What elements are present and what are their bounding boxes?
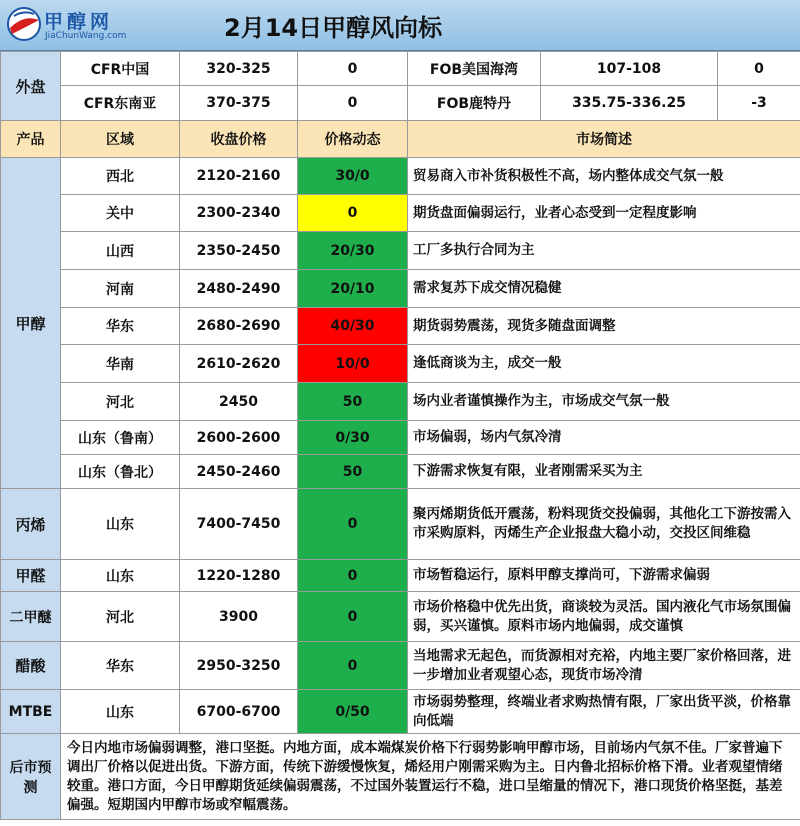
external-label: 外盘 bbox=[1, 52, 61, 121]
header-price: 收盘价格 bbox=[180, 121, 298, 158]
region-cell: 山东（鲁南） bbox=[61, 421, 180, 455]
change-cell: 20/30 bbox=[298, 232, 408, 270]
price-cell: 2480-2490 bbox=[180, 270, 298, 308]
price-cell: 2450-2460 bbox=[180, 455, 298, 489]
region-cell: 华东 bbox=[61, 642, 180, 690]
change-cell: 0 bbox=[298, 560, 408, 592]
external-left-change: 0 bbox=[298, 86, 408, 121]
region-cell: 河南 bbox=[61, 270, 180, 308]
site-logo[interactable] bbox=[4, 4, 154, 46]
forecast-row bbox=[1, 734, 800, 820]
summary-cell: 工厂多执行合同为主 bbox=[408, 232, 800, 270]
region-cell: 华东 bbox=[61, 308, 180, 345]
price-cell: 2610-2620 bbox=[180, 345, 298, 383]
region-cell: 山东 bbox=[61, 690, 180, 734]
price-cell: 2350-2450 bbox=[180, 232, 298, 270]
price-cell: 2300-2340 bbox=[180, 195, 298, 232]
external-left-name: CFR东南亚 bbox=[61, 86, 180, 121]
dme-label: 二甲醚 bbox=[1, 592, 61, 642]
external-right-change: -3 bbox=[718, 86, 800, 121]
summary-cell: 市场暂稳运行，原料甲醇支撑尚可，下游需求偏弱 bbox=[408, 560, 800, 592]
summary-cell: 市场偏弱，场内气氛冷清 bbox=[408, 421, 800, 455]
price-cell: 2450 bbox=[180, 383, 298, 421]
region-cell: 山西 bbox=[61, 232, 180, 270]
price-cell: 3900 bbox=[180, 592, 298, 642]
methanol-row bbox=[1, 270, 800, 308]
price-cell: 2600-2600 bbox=[180, 421, 298, 455]
region-cell: 山东（鲁北） bbox=[61, 455, 180, 489]
summary-cell: 市场价格稳中优先出货，商谈较为灵活。国内液化气市场氛围偏弱，买兴谨慎。原料市场内地偏弱，成交谨慎 bbox=[408, 592, 800, 642]
price-cell: 6700-6700 bbox=[180, 690, 298, 734]
region-cell: 关中 bbox=[61, 195, 180, 232]
change-cell: 0 bbox=[298, 195, 408, 232]
external-left-price: 320-325 bbox=[180, 52, 298, 86]
methanol-row bbox=[1, 383, 800, 421]
region-cell: 河北 bbox=[61, 383, 180, 421]
acetic-row bbox=[1, 642, 800, 690]
price-cell: 7400-7450 bbox=[180, 489, 298, 560]
external-right-price: 335.75-336.25 bbox=[541, 86, 718, 121]
methanol-row bbox=[1, 308, 800, 345]
price-cell: 2120-2160 bbox=[180, 158, 298, 195]
change-cell: 10/0 bbox=[298, 345, 408, 383]
region-cell: 山东 bbox=[61, 489, 180, 560]
summary-cell: 逢低商谈为主，成交一般 bbox=[408, 345, 800, 383]
external-left-price: 370-375 bbox=[180, 86, 298, 121]
methanol-row bbox=[1, 345, 800, 383]
forecast-label: 后市预测 bbox=[1, 734, 61, 820]
methanol-row bbox=[1, 232, 800, 270]
globe-logo-icon bbox=[6, 6, 42, 42]
change-cell: 0/30 bbox=[298, 421, 408, 455]
column-header-row bbox=[1, 121, 800, 158]
summary-cell: 当地需求无起色，而货源相对充裕，内地主要厂家价格回落，进一步增加业者观望心态，现货市场冷清 bbox=[408, 642, 800, 690]
region-cell: 西北 bbox=[61, 158, 180, 195]
summary-cell: 贸易商入市补货积极性不高，场内整体成交气氛一般 bbox=[408, 158, 800, 195]
methanol-label: 甲醇 bbox=[1, 158, 61, 489]
change-cell: 0/50 bbox=[298, 690, 408, 734]
change-cell: 0 bbox=[298, 592, 408, 642]
external-row bbox=[1, 86, 800, 121]
header-banner bbox=[0, 0, 800, 51]
summary-cell: 期货弱势震荡，现货多随盘面调整 bbox=[408, 308, 800, 345]
change-cell: 0 bbox=[298, 642, 408, 690]
change-cell: 20/10 bbox=[298, 270, 408, 308]
region-cell: 华南 bbox=[61, 345, 180, 383]
change-cell: 30/0 bbox=[298, 158, 408, 195]
price-table bbox=[0, 51, 800, 820]
header-summary: 市场简述 bbox=[408, 121, 800, 158]
methanol-row bbox=[1, 455, 800, 489]
header-region: 区域 bbox=[61, 121, 180, 158]
methanol-row bbox=[1, 158, 800, 195]
price-cell: 2680-2690 bbox=[180, 308, 298, 345]
external-right-name: FOB鹿特丹 bbox=[408, 86, 541, 121]
mtbe-row bbox=[1, 690, 800, 734]
summary-cell: 期货盘面偏弱运行，业者心态受到一定程度影响 bbox=[408, 195, 800, 232]
propylene-label: 丙烯 bbox=[1, 489, 61, 560]
formaldehyde-row bbox=[1, 560, 800, 592]
methanol-row bbox=[1, 195, 800, 232]
summary-cell: 场内业者谨慎操作为主，市场成交气氛一般 bbox=[408, 383, 800, 421]
summary-cell: 下游需求恢复有限，业者刚需采买为主 bbox=[408, 455, 800, 489]
mtbe-label: MTBE bbox=[1, 690, 61, 734]
formaldehyde-label: 甲醛 bbox=[1, 560, 61, 592]
page-title: 2月14日甲醇风向标 bbox=[224, 14, 443, 42]
region-cell: 山东 bbox=[61, 560, 180, 592]
external-right-change: 0 bbox=[718, 52, 800, 86]
external-right-price: 107-108 bbox=[541, 52, 718, 86]
header-change: 价格动态 bbox=[298, 121, 408, 158]
change-cell: 50 bbox=[298, 383, 408, 421]
price-cell: 2950-3250 bbox=[180, 642, 298, 690]
logo-url: JiaChunWang.com bbox=[45, 31, 127, 41]
dme-row bbox=[1, 592, 800, 642]
change-cell: 50 bbox=[298, 455, 408, 489]
external-left-name: CFR中国 bbox=[61, 52, 180, 86]
external-left-change: 0 bbox=[298, 52, 408, 86]
external-row bbox=[1, 52, 800, 86]
methanol-row bbox=[1, 421, 800, 455]
region-cell: 河北 bbox=[61, 592, 180, 642]
change-cell: 40/30 bbox=[298, 308, 408, 345]
external-right-name: FOB美国海湾 bbox=[408, 52, 541, 86]
header-product: 产品 bbox=[1, 121, 61, 158]
forecast-text: 今日内地市场偏弱调整，港口坚挺。内地方面，成本端煤炭价格下行弱势影响甲醇市场，目前场内气氛不佳。厂家普遍下调出厂价格以促进出货。下游方面，传统下游缓慢恢复，烯烃用户刚需采购为主。日内鲁北招标价格下滑。业者观望情绪较重。港口方面，今日甲醇期货延续偏弱震荡，不过国外装置运行不稳，进口呈缩量的情况下，港口现货价格坚挺，基差偏强。短期国内甲醇市场或窄幅震荡。 bbox=[61, 734, 800, 820]
acetic-label: 醋酸 bbox=[1, 642, 61, 690]
propylene-row bbox=[1, 489, 800, 560]
summary-cell: 需求复苏下成交情况稳健 bbox=[408, 270, 800, 308]
summary-cell: 市场弱势整理，终端业者求购热情有限，厂家出货平淡，价格靠向低端 bbox=[408, 690, 800, 734]
price-cell: 1220-1280 bbox=[180, 560, 298, 592]
summary-cell: 聚丙烯期货低开震荡，粉料现货交投偏弱，其他化工下游按需入市采购原料，丙烯生产企业报盘大稳小动，交投区间维稳 bbox=[408, 489, 800, 560]
change-cell: 0 bbox=[298, 489, 408, 560]
logo-text: 甲醇网 bbox=[44, 11, 114, 33]
